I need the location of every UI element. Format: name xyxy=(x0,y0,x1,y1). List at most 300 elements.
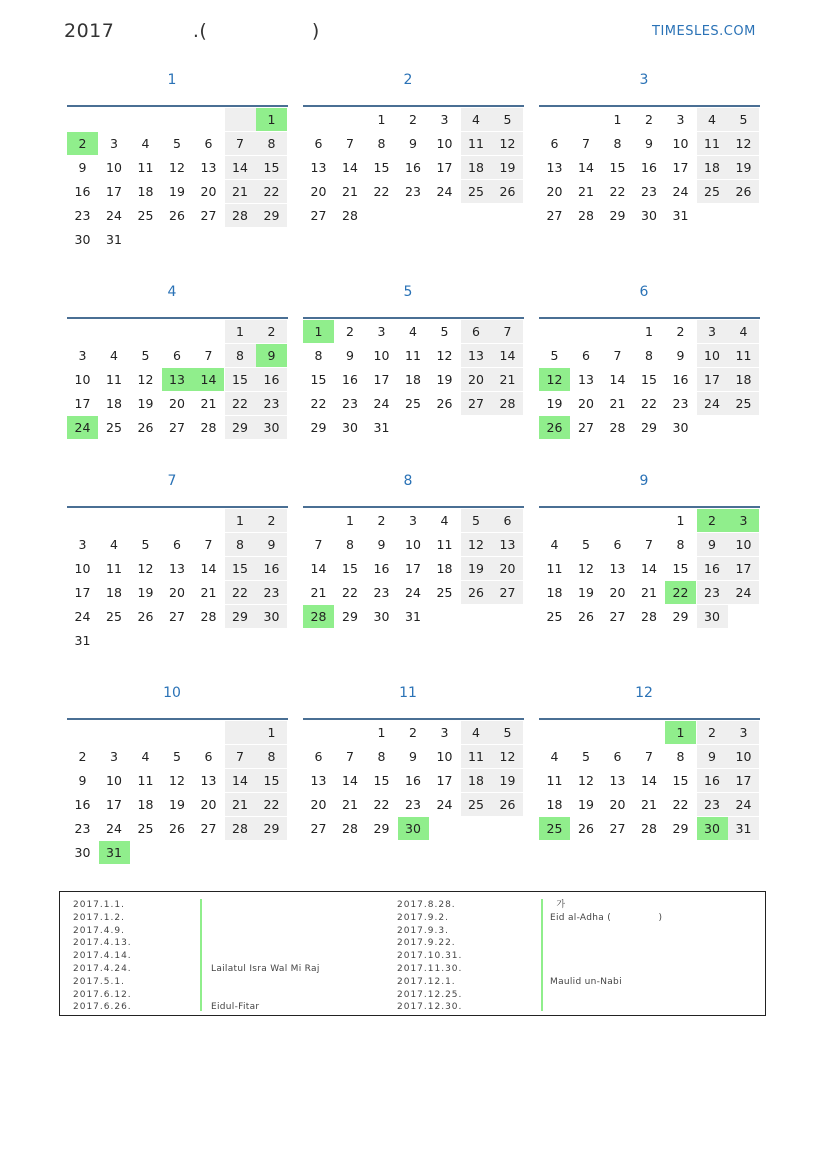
day-cell[interactable]: 1 xyxy=(225,509,256,532)
day-cell[interactable]: 2 xyxy=(645,112,653,127)
day-cell[interactable]: 28 xyxy=(609,420,626,435)
day-cell[interactable]: 17 xyxy=(106,797,122,812)
day-cell[interactable]: 2 xyxy=(697,721,728,744)
day-cell[interactable]: 6 xyxy=(613,537,622,552)
day-cell[interactable]: 21 xyxy=(578,184,594,199)
day-cell[interactable]: 21 xyxy=(609,396,626,411)
day-cell[interactable]: 6 xyxy=(204,136,213,151)
day-cell[interactable]: 24 xyxy=(697,392,728,415)
day-cell[interactable]: 25 xyxy=(436,585,453,600)
day-cell[interactable]: 8 xyxy=(377,136,386,151)
day-cell[interactable]: 17 xyxy=(74,396,91,411)
day-cell[interactable]: 2 xyxy=(67,132,98,155)
day-cell[interactable]: 15 xyxy=(310,372,327,387)
day-cell[interactable]: 15 xyxy=(641,372,657,387)
day-cell[interactable]: 10 xyxy=(106,160,122,175)
day-cell[interactable]: 15 xyxy=(225,368,256,391)
day-cell[interactable]: 4 xyxy=(440,513,449,528)
day-cell[interactable]: 13 xyxy=(162,368,193,391)
day-cell[interactable]: 10 xyxy=(728,745,759,768)
day-cell[interactable]: 8 xyxy=(377,749,386,764)
day-cell[interactable]: 3 xyxy=(728,509,759,532)
day-cell[interactable]: 1 xyxy=(303,320,334,343)
day-cell[interactable]: 30 xyxy=(672,420,689,435)
day-cell[interactable]: 25 xyxy=(728,392,759,415)
day-cell[interactable]: 4 xyxy=(141,749,150,764)
day-cell[interactable]: 9 xyxy=(697,745,728,768)
day-cell[interactable]: 25 xyxy=(137,208,154,223)
day-cell[interactable]: 2 xyxy=(697,509,728,532)
day-cell[interactable]: 13 xyxy=(609,561,626,576)
day-cell[interactable]: 17 xyxy=(728,557,759,580)
day-cell[interactable]: 30 xyxy=(641,208,657,223)
day-cell[interactable]: 18 xyxy=(546,585,563,600)
day-cell[interactable]: 1 xyxy=(377,112,386,127)
day-cell[interactable]: 19 xyxy=(492,156,523,179)
day-cell[interactable]: 20 xyxy=(609,797,626,812)
day-cell[interactable]: 28 xyxy=(578,208,594,223)
day-cell[interactable]: 3 xyxy=(440,112,449,127)
day-cell[interactable]: 15 xyxy=(342,561,358,576)
day-cell[interactable]: 12 xyxy=(137,561,154,576)
day-cell[interactable]: 10 xyxy=(697,344,728,367)
day-cell[interactable]: 6 xyxy=(173,537,181,552)
day-cell[interactable]: 20 xyxy=(310,797,327,812)
day-cell[interactable]: 28 xyxy=(641,609,657,624)
day-cell[interactable]: 4 xyxy=(461,721,492,744)
day-cell[interactable]: 27 xyxy=(169,420,185,435)
day-cell[interactable]: 16 xyxy=(256,557,287,580)
day-cell[interactable]: 20 xyxy=(546,184,563,199)
day-cell[interactable]: 23 xyxy=(256,581,287,604)
day-cell[interactable]: 5 xyxy=(173,749,181,764)
day-cell[interactable]: 26 xyxy=(169,821,185,836)
day-cell[interactable]: 19 xyxy=(436,372,453,387)
day-cell[interactable]: 29 xyxy=(256,817,287,840)
day-cell[interactable]: 16 xyxy=(74,184,91,199)
day-cell[interactable]: 8 xyxy=(676,749,685,764)
day-cell[interactable]: 20 xyxy=(200,797,217,812)
day-cell[interactable]: 26 xyxy=(169,208,185,223)
day-cell[interactable]: 27 xyxy=(200,208,217,223)
day-cell[interactable]: 26 xyxy=(492,180,523,203)
day-cell[interactable]: 30 xyxy=(697,817,728,840)
day-cell[interactable]: 3 xyxy=(440,725,449,740)
day-cell[interactable]: 24 xyxy=(436,184,453,199)
day-cell[interactable]: 3 xyxy=(697,320,728,343)
day-cell[interactable]: 19 xyxy=(461,557,492,580)
day-cell[interactable]: 20 xyxy=(169,585,185,600)
day-cell[interactable]: 23 xyxy=(641,184,657,199)
day-cell[interactable]: 6 xyxy=(550,136,559,151)
day-cell[interactable]: 21 xyxy=(641,797,657,812)
day-cell[interactable]: 7 xyxy=(204,537,213,552)
day-cell[interactable]: 16 xyxy=(256,368,287,391)
day-cell[interactable]: 21 xyxy=(310,585,327,600)
day-cell[interactable]: 21 xyxy=(342,184,358,199)
day-cell[interactable]: 4 xyxy=(550,537,559,552)
day-cell[interactable]: 5 xyxy=(492,108,523,131)
day-cell[interactable]: 13 xyxy=(169,561,185,576)
day-cell[interactable]: 29 xyxy=(672,609,689,624)
day-cell[interactable]: 16 xyxy=(641,160,657,175)
day-cell[interactable]: 17 xyxy=(436,773,453,788)
day-cell[interactable]: 13 xyxy=(310,160,327,175)
day-cell[interactable]: 5 xyxy=(461,509,492,532)
day-cell[interactable]: 19 xyxy=(169,797,185,812)
day-cell[interactable]: 29 xyxy=(256,204,287,227)
day-cell[interactable]: 6 xyxy=(314,749,323,764)
day-cell[interactable]: 16 xyxy=(373,561,390,576)
day-cell[interactable]: 23 xyxy=(256,392,287,415)
day-cell[interactable]: 27 xyxy=(461,392,492,415)
day-cell[interactable]: 12 xyxy=(492,745,523,768)
day-cell[interactable]: 31 xyxy=(672,208,689,223)
day-cell[interactable]: 8 xyxy=(256,132,287,155)
day-cell[interactable]: 31 xyxy=(106,232,122,247)
day-cell[interactable]: 12 xyxy=(169,773,185,788)
day-cell[interactable]: 26 xyxy=(137,609,154,624)
day-cell[interactable]: 21 xyxy=(200,585,217,600)
day-cell[interactable]: 5 xyxy=(141,537,150,552)
day-cell[interactable]: 22 xyxy=(310,396,327,411)
day-cell[interactable]: 3 xyxy=(110,136,118,151)
day-cell[interactable]: 22 xyxy=(665,581,696,604)
day-cell[interactable]: 11 xyxy=(697,132,728,155)
day-cell[interactable]: 4 xyxy=(728,320,759,343)
day-cell[interactable]: 21 xyxy=(492,368,523,391)
day-cell[interactable]: 22 xyxy=(256,793,287,816)
day-cell[interactable]: 25 xyxy=(106,420,122,435)
day-cell[interactable]: 23 xyxy=(405,797,421,812)
day-cell[interactable]: 2 xyxy=(409,112,417,127)
day-cell[interactable]: 11 xyxy=(546,561,563,576)
day-cell[interactable]: 3 xyxy=(676,112,685,127)
day-cell[interactable]: 22 xyxy=(225,392,256,415)
day-cell[interactable]: 11 xyxy=(461,745,492,768)
day-cell[interactable]: 19 xyxy=(546,396,563,411)
day-cell[interactable]: 16 xyxy=(697,769,728,792)
day-cell[interactable]: 29 xyxy=(225,416,256,439)
day-cell[interactable]: 1 xyxy=(676,513,685,528)
day-cell[interactable]: 24 xyxy=(373,396,390,411)
day-cell[interactable]: 2 xyxy=(256,320,287,343)
day-cell[interactable]: 5 xyxy=(141,348,150,363)
day-cell[interactable]: 15 xyxy=(373,160,390,175)
day-cell[interactable]: 19 xyxy=(578,585,594,600)
day-cell[interactable]: 25 xyxy=(461,793,492,816)
day-cell[interactable]: 19 xyxy=(728,156,759,179)
day-cell[interactable]: 26 xyxy=(492,793,523,816)
day-cell[interactable]: 13 xyxy=(200,160,217,175)
day-cell[interactable]: 3 xyxy=(409,513,417,528)
day-cell[interactable]: 1 xyxy=(377,725,386,740)
day-cell[interactable]: 17 xyxy=(106,184,122,199)
day-cell[interactable]: 2 xyxy=(346,324,354,339)
day-cell[interactable]: 28 xyxy=(641,821,657,836)
day-cell[interactable]: 24 xyxy=(728,581,759,604)
day-cell[interactable]: 14 xyxy=(193,368,224,391)
day-cell[interactable]: 20 xyxy=(461,368,492,391)
day-cell[interactable]: 12 xyxy=(436,348,453,363)
day-cell[interactable]: 17 xyxy=(728,769,759,792)
day-cell[interactable]: 8 xyxy=(256,745,287,768)
day-cell[interactable]: 26 xyxy=(578,821,594,836)
day-cell[interactable]: 11 xyxy=(106,561,122,576)
day-cell[interactable]: 24 xyxy=(436,797,453,812)
day-cell[interactable]: 28 xyxy=(225,204,256,227)
day-cell[interactable]: 22 xyxy=(342,585,358,600)
day-cell[interactable]: 15 xyxy=(256,769,287,792)
day-cell[interactable]: 5 xyxy=(440,324,449,339)
day-cell[interactable]: 20 xyxy=(578,396,594,411)
day-cell[interactable]: 7 xyxy=(346,136,354,151)
day-cell[interactable]: 6 xyxy=(173,348,181,363)
day-cell[interactable]: 18 xyxy=(436,561,453,576)
day-cell[interactable]: 5 xyxy=(582,537,590,552)
day-cell[interactable]: 25 xyxy=(137,821,154,836)
day-cell[interactable]: 17 xyxy=(672,160,689,175)
day-cell[interactable]: 15 xyxy=(225,557,256,580)
day-cell[interactable]: 1 xyxy=(256,721,287,744)
day-cell[interactable]: 3 xyxy=(728,721,759,744)
day-cell[interactable]: 23 xyxy=(373,585,390,600)
day-cell[interactable]: 3 xyxy=(377,324,386,339)
day-cell[interactable]: 13 xyxy=(461,344,492,367)
day-cell[interactable]: 15 xyxy=(672,561,689,576)
day-cell[interactable]: 19 xyxy=(137,396,154,411)
day-cell[interactable]: 28 xyxy=(200,609,217,624)
day-cell[interactable]: 10 xyxy=(405,537,421,552)
day-cell[interactable]: 25 xyxy=(697,180,728,203)
day-cell[interactable]: 4 xyxy=(110,537,118,552)
day-cell[interactable]: 13 xyxy=(200,773,217,788)
day-cell[interactable]: 3 xyxy=(78,348,87,363)
site-logo[interactable]: TIMESLES.COM xyxy=(652,24,756,39)
day-cell[interactable]: 2 xyxy=(256,509,287,532)
day-cell[interactable]: 25 xyxy=(405,396,421,411)
day-cell[interactable]: 13 xyxy=(546,160,563,175)
day-cell[interactable]: 18 xyxy=(461,156,492,179)
day-cell[interactable]: 14 xyxy=(342,773,358,788)
day-cell[interactable]: 10 xyxy=(74,372,91,387)
day-cell[interactable]: 26 xyxy=(461,581,492,604)
day-cell[interactable]: 3 xyxy=(78,537,87,552)
day-cell[interactable]: 23 xyxy=(697,581,728,604)
day-cell[interactable]: 26 xyxy=(539,416,570,439)
day-cell[interactable]: 3 xyxy=(110,749,118,764)
day-cell[interactable]: 27 xyxy=(200,821,217,836)
day-cell[interactable]: 21 xyxy=(641,585,657,600)
day-cell[interactable]: 31 xyxy=(728,817,759,840)
day-cell[interactable]: 29 xyxy=(672,821,689,836)
day-cell[interactable]: 18 xyxy=(106,585,122,600)
day-cell[interactable]: 12 xyxy=(492,132,523,155)
day-cell[interactable]: 27 xyxy=(169,609,185,624)
day-cell[interactable]: 4 xyxy=(550,749,559,764)
day-cell[interactable]: 30 xyxy=(74,232,91,247)
day-cell[interactable]: 28 xyxy=(492,392,523,415)
day-cell[interactable]: 16 xyxy=(697,557,728,580)
day-cell[interactable]: 10 xyxy=(373,348,390,363)
day-cell[interactable]: 7 xyxy=(225,132,256,155)
day-cell[interactable]: 29 xyxy=(225,605,256,628)
day-cell[interactable]: 1 xyxy=(346,513,354,528)
day-cell[interactable]: 30 xyxy=(256,605,287,628)
day-cell[interactable]: 14 xyxy=(225,769,256,792)
day-cell[interactable]: 23 xyxy=(342,396,358,411)
day-cell[interactable]: 10 xyxy=(436,136,453,151)
day-cell[interactable]: 16 xyxy=(74,797,91,812)
day-cell[interactable]: 31 xyxy=(74,633,91,648)
day-cell[interactable]: 23 xyxy=(74,208,91,223)
day-cell[interactable]: 24 xyxy=(74,609,91,624)
day-cell[interactable]: 14 xyxy=(609,372,626,387)
day-cell[interactable]: 15 xyxy=(672,773,689,788)
day-cell[interactable]: 17 xyxy=(405,561,421,576)
day-cell[interactable]: 16 xyxy=(405,773,421,788)
day-cell[interactable]: 9 xyxy=(78,160,87,175)
day-cell[interactable]: 30 xyxy=(697,605,728,628)
day-cell[interactable]: 28 xyxy=(342,208,358,223)
day-cell[interactable]: 9 xyxy=(256,344,287,367)
day-cell[interactable]: 18 xyxy=(697,156,728,179)
day-cell[interactable]: 27 xyxy=(609,821,626,836)
day-cell[interactable]: 19 xyxy=(169,184,185,199)
day-cell[interactable]: 9 xyxy=(78,773,87,788)
day-cell[interactable]: 6 xyxy=(582,348,590,363)
day-cell[interactable]: 9 xyxy=(676,348,685,363)
day-cell[interactable]: 14 xyxy=(225,156,256,179)
day-cell[interactable]: 8 xyxy=(676,537,685,552)
day-cell[interactable]: 20 xyxy=(169,396,185,411)
day-cell[interactable]: 12 xyxy=(169,160,185,175)
day-cell[interactable]: 21 xyxy=(225,793,256,816)
day-cell[interactable]: 14 xyxy=(342,160,358,175)
day-cell[interactable]: 29 xyxy=(310,420,327,435)
day-cell[interactable]: 30 xyxy=(398,817,429,840)
day-cell[interactable]: 1 xyxy=(225,320,256,343)
day-cell[interactable]: 5 xyxy=(492,721,523,744)
day-cell[interactable]: 14 xyxy=(310,561,327,576)
day-cell[interactable]: 31 xyxy=(99,841,130,864)
day-cell[interactable]: 11 xyxy=(137,160,154,175)
day-cell[interactable]: 29 xyxy=(641,420,657,435)
day-cell[interactable]: 11 xyxy=(461,132,492,155)
day-cell[interactable]: 8 xyxy=(346,537,354,552)
day-cell[interactable]: 24 xyxy=(106,208,122,223)
day-cell[interactable]: 24 xyxy=(405,585,421,600)
day-cell[interactable]: 15 xyxy=(373,773,390,788)
day-cell[interactable]: 13 xyxy=(310,773,327,788)
day-cell[interactable]: 24 xyxy=(67,416,98,439)
day-cell[interactable]: 1 xyxy=(256,108,287,131)
day-cell[interactable]: 22 xyxy=(225,581,256,604)
day-cell[interactable]: 25 xyxy=(539,817,570,840)
day-cell[interactable]: 5 xyxy=(550,348,559,363)
day-cell[interactable]: 4 xyxy=(409,324,417,339)
day-cell[interactable]: 23 xyxy=(405,184,421,199)
day-cell[interactable]: 22 xyxy=(641,396,657,411)
day-cell[interactable]: 21 xyxy=(225,180,256,203)
day-cell[interactable]: 16 xyxy=(405,160,421,175)
day-cell[interactable]: 5 xyxy=(173,136,181,151)
day-cell[interactable]: 15 xyxy=(256,156,287,179)
day-cell[interactable]: 29 xyxy=(609,208,626,223)
day-cell[interactable]: 11 xyxy=(106,372,122,387)
day-cell[interactable]: 9 xyxy=(697,533,728,556)
day-cell[interactable]: 6 xyxy=(204,749,213,764)
day-cell[interactable]: 6 xyxy=(461,320,492,343)
day-cell[interactable]: 6 xyxy=(492,509,523,532)
day-cell[interactable]: 20 xyxy=(492,557,523,580)
day-cell[interactable]: 18 xyxy=(546,797,563,812)
day-cell[interactable]: 27 xyxy=(609,609,626,624)
day-cell[interactable]: 2 xyxy=(676,324,685,339)
day-cell[interactable]: 25 xyxy=(461,180,492,203)
day-cell[interactable]: 9 xyxy=(645,136,653,151)
day-cell[interactable]: 10 xyxy=(106,773,122,788)
day-cell[interactable]: 31 xyxy=(405,609,421,624)
day-cell[interactable]: 22 xyxy=(373,797,390,812)
day-cell[interactable]: 11 xyxy=(137,773,154,788)
day-cell[interactable]: 6 xyxy=(314,136,323,151)
day-cell[interactable]: 18 xyxy=(461,769,492,792)
day-cell[interactable]: 22 xyxy=(672,797,689,812)
day-cell[interactable]: 12 xyxy=(578,773,594,788)
day-cell[interactable]: 18 xyxy=(106,396,122,411)
day-cell[interactable]: 12 xyxy=(137,372,154,387)
day-cell[interactable]: 14 xyxy=(641,561,657,576)
day-cell[interactable]: 4 xyxy=(110,348,118,363)
day-cell[interactable]: 19 xyxy=(578,797,594,812)
day-cell[interactable]: 16 xyxy=(342,372,358,387)
day-cell[interactable]: 12 xyxy=(728,132,759,155)
day-cell[interactable]: 14 xyxy=(492,344,523,367)
day-cell[interactable]: 9 xyxy=(346,348,354,363)
day-cell[interactable]: 27 xyxy=(578,420,594,435)
day-cell[interactable]: 6 xyxy=(613,749,622,764)
day-cell[interactable]: 8 xyxy=(645,348,653,363)
day-cell[interactable]: 10 xyxy=(672,136,689,151)
day-cell[interactable]: 5 xyxy=(582,749,590,764)
day-cell[interactable]: 7 xyxy=(346,749,354,764)
day-cell[interactable]: 27 xyxy=(492,581,523,604)
day-cell[interactable]: 7 xyxy=(645,537,653,552)
day-cell[interactable]: 1 xyxy=(665,721,696,744)
day-cell[interactable]: 26 xyxy=(728,180,759,203)
day-cell[interactable]: 7 xyxy=(492,320,523,343)
day-cell[interactable]: 13 xyxy=(609,773,626,788)
day-cell[interactable]: 23 xyxy=(672,396,689,411)
day-cell[interactable]: 7 xyxy=(314,537,323,552)
day-cell[interactable]: 27 xyxy=(310,821,327,836)
day-cell[interactable]: 30 xyxy=(373,609,390,624)
day-cell[interactable]: 10 xyxy=(436,749,453,764)
day-cell[interactable]: 28 xyxy=(303,605,334,628)
day-cell[interactable]: 18 xyxy=(137,797,154,812)
day-cell[interactable]: 5 xyxy=(728,108,759,131)
day-cell[interactable]: 17 xyxy=(697,368,728,391)
day-cell[interactable]: 10 xyxy=(728,533,759,556)
day-cell[interactable]: 25 xyxy=(546,609,563,624)
day-cell[interactable]: 25 xyxy=(106,609,122,624)
day-cell[interactable]: 12 xyxy=(578,561,594,576)
day-cell[interactable]: 8 xyxy=(225,344,256,367)
day-cell[interactable]: 11 xyxy=(405,348,421,363)
day-cell[interactable]: 23 xyxy=(697,793,728,816)
day-cell[interactable]: 12 xyxy=(539,368,570,391)
